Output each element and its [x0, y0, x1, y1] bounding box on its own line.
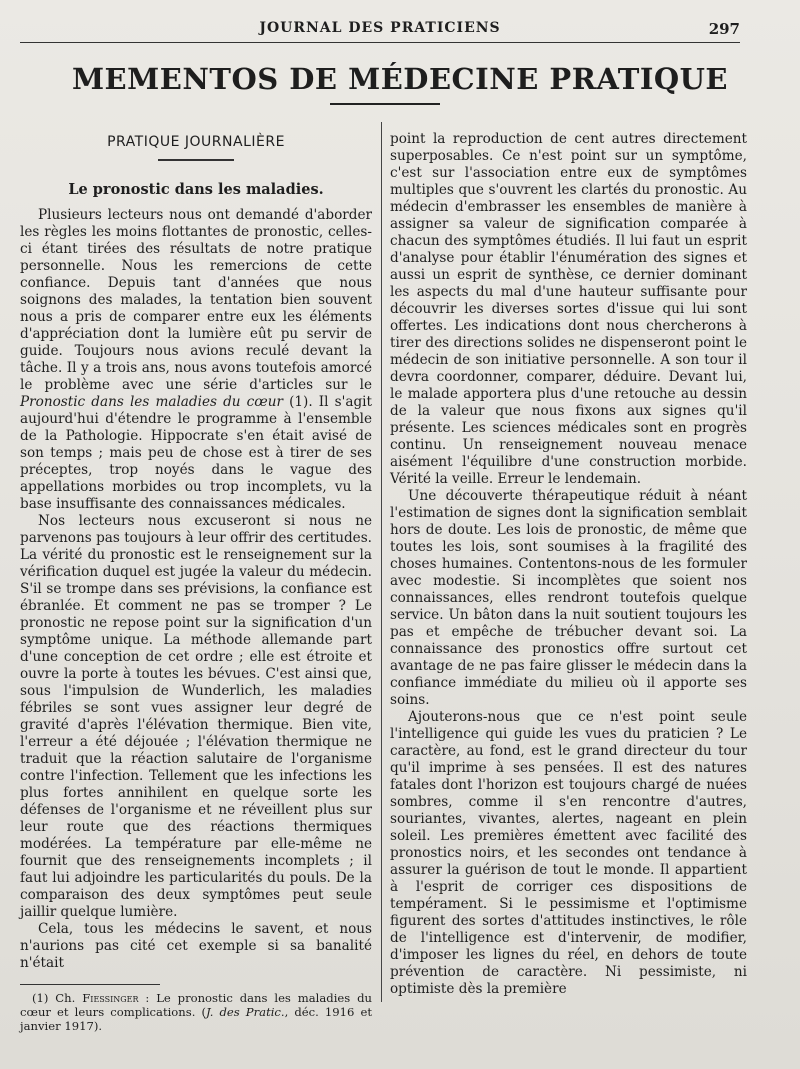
paragraph: Une découverte thérapeutique réduit à néant l'estimation de signes dont la signification semblait hors de doute. Les lois de pronostic, de même que toutes les lois, sont soumises à la fragilité des choses humaines. Contentons-nous de les formuler avec modestie. Si incomplètes que soient nos connaissances, elles rendront toutefois quelque service. Un bâton dans la nuit soutient toujours les pas et empêche de trébucher devant soi. La connaissance des pronostics offre surtout cet avantage de ne pas faire glisser le médecin dans la confiance immédiate du milieu où il apporte ses soins. [390, 488, 747, 708]
article-title: Le pronostic dans les maladies. [68, 180, 324, 198]
left-column [20, 134, 372, 1033]
page-title: MEMENTOS DE MÉDECINE PRATIQUE [71, 62, 729, 96]
footnote-text: , déc. 1916 et janvier 1917). [20, 1004, 373, 1033]
column-divider [381, 122, 382, 1002]
footnote-text: : Le pronostic dans les maladies du cœur et leurs complications. ( [20, 990, 373, 1019]
footnote-author: Fiessinger [82, 990, 139, 1005]
cited-title: Pronostic dans les maladies du cœur [20, 393, 283, 410]
paragraph-text: Plusieurs lecteurs nous ont demandé d'aborder les règles les moins flottantes de pronostic, celles-ci étant tirées des résultats de notre pratique personnelle. Nous les remercions de cette confiance. Depuis tant d'années que nous soignons des malades, la tentation bien souvent nous a pris de comparer entre eux les éléments d'appréciation dont la lumière eût pu servir de guide. Toujours nous avions reculé devant la tâche. Il y a trois ans, nous avons toutefois amorcé le problème avec une série d'articles sur le [20, 206, 372, 393]
paragraph [20, 207, 372, 513]
footnote-prefix: (1) Ch. [32, 990, 76, 1005]
page-number: 297 [708, 20, 740, 38]
paragraph: Ajouterons-nous que ce n'est point seule l'intelligence qui guide les vues du praticien ? Le caractère, au fond, est le grand directeur du tour qu'il imprime à ses pensées. Il est des natures fatales dont l'horizon est toujours chargé de nuées sombres, comme il s'en rencontre d'autres, souriantes, vivantes, alertes, nageant en plein soleil. Les premières émettent avec facilité des pronostics noirs, et les secondes ont tendance à assurer la guérison de tout le monde. Il appartient à l'esprit de corriger ces dispositions de tempérament. Si le pessimisme et l'optimisme figurent des sortes d'attitudes instinctives, le rôle de l'intelligence est d'intervenir, de modifier, d'imposer les lignes du réel, en dehors de toute prévention de caractère. Ni pessimiste, ni optimiste dès la première [390, 709, 747, 997]
right-column [390, 131, 747, 998]
footnote-rule [20, 984, 160, 985]
title-rule [330, 103, 440, 105]
running-header [20, 20, 740, 43]
footnote-journal: J. des Pratic. [206, 1004, 285, 1019]
paragraph: point la reproduction de cent autres directement superposables. Ce n'est point sur un symptôme, c'est sur l'association entre eux de symptômes multiples que s'ouvrent les clartés du pronostic. Au médecin d'embrasser les ensembles de manière à assigner sa valeur de signification comparée à chacun des symptômes étudiés. Il lui faut un esprit d'analyse pour établir l'énumération des signes et aussi un esprit de synthèse, ce dernier dominant les aspects du mal d'une hauteur suffisante pour découvrir les diverses sortes d'issue qui lui sont offertes. Les indications dont nous chercherons à tirer des directions solides ne dispenseront point le médecin de son initiative personnelle. A son tour il devra coordonner, comparer, déduire. Devant lui, le malade apportera plus d'une retouche au dessin de la valeur que nous fixons aux signes qu'il présente. Les sciences médicales sont en progrès continu. Un renseignement nouveau menace aisément l'équilibre d'une construction morbide. Vérité la veille. Erreur le lendemain. [390, 131, 747, 487]
section-label: PRATIQUE JOURNALIÈRE [107, 134, 285, 150]
footnote [20, 991, 372, 1033]
paragraph-text: (1). Il s'agit aujourd'hui d'étendre le programme à l'ensemble de la Pathologie. Hippocrate s'en était avisé de son temps ; mais peu de chose est à tirer de ses préceptes, trop noyés dans le vague des appellations morbides ou trop incomplets, vu la base insuffisante des connaissances médicales. [20, 393, 372, 512]
paragraph: Nos lecteurs nous excuseront si nous ne parvenons pas toujours à leur offrir des certitudes. La vérité du pronostic est le renseignement sur la vérification duquel est jugée la valeur du médecin. S'il se trompe dans ses prévisions, la confiance est ébranlée. Et comment ne pas se tromper ? Le pronostic ne repose point sur la signification d'un symptôme unique. La méthode allemande part d'une conception de cet ordre ; elle est étroite et ouvre la porte à toutes les bévues. C'est ainsi que, sous l'impulsion de Wunderlich, les maladies fébriles se sont vues assigner leur degré de gravité d'après l'élévation thermique. Bien vite, l'erreur a été déjouée ; l'élévation thermique ne traduit que la réaction salutaire de l'organisme contre l'infection. Tellement que les infections les plus fortes annihilent en quelque sorte les défenses de l'organisme et ne réveillent plus sur leur route que des réactions thermiques modérées. La température par elle-même ne fournit que des renseignements incomplets ; il faut lui adjoindre les particularités du pouls. De la comparaison des deux symptômes peut seule jaillir quelque lumière. [20, 512, 372, 920]
section-rule [158, 159, 234, 161]
paragraph: Cela, tous les médecins le savent, et nous n'aurions pas cité cet exemple si sa banalité n'était [20, 920, 372, 971]
journal-name: JOURNAL DES PRATICIENS [259, 20, 501, 36]
